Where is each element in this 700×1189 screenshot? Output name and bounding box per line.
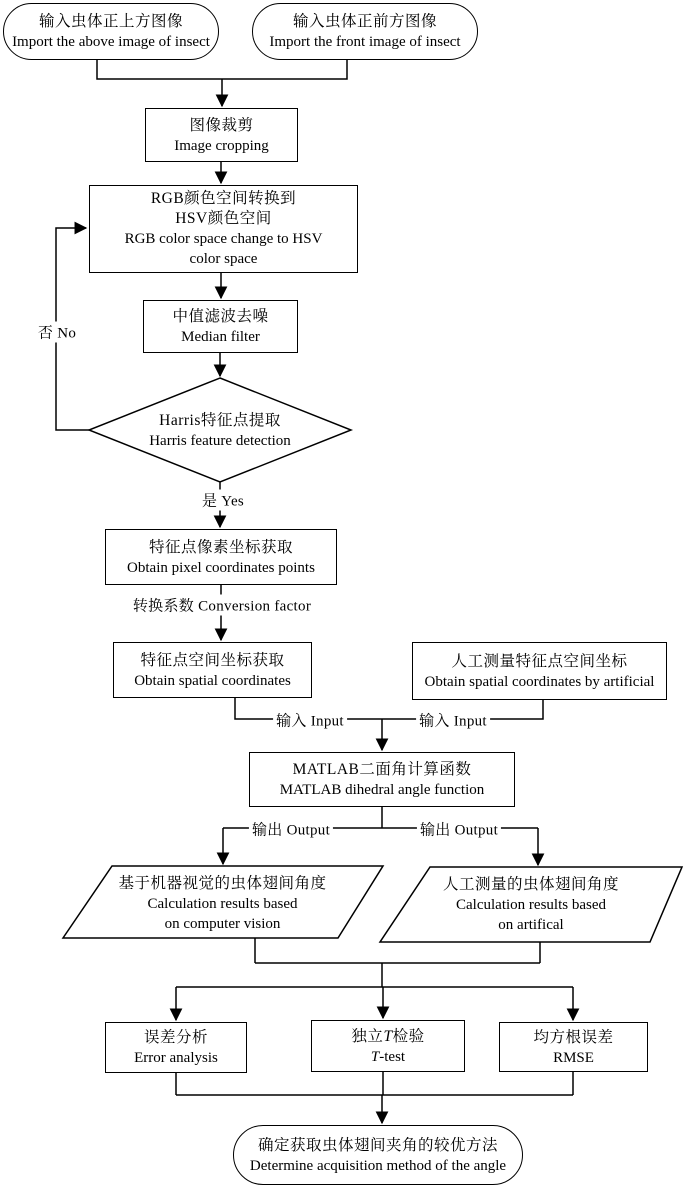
- node-result-manual-zh: 人工测量的虫体翅间角度: [442, 875, 619, 893]
- edge-top-merge: [97, 60, 347, 79]
- node-rmse-zh: 均方根误差: [533, 1028, 614, 1046]
- node-rgb-to-hsv: [89, 185, 358, 273]
- node-import-top-zh: 输入虫体正上方图像: [38, 13, 183, 30]
- node-rgb-to-hsv-en1: RGB color space change to HSV: [124, 231, 323, 247]
- node-result-manual: [398, 873, 664, 935]
- node-result-manual-en1: Calculation results based: [456, 896, 606, 913]
- node-import-front-image: [252, 3, 478, 60]
- node-t-test: [311, 1020, 465, 1072]
- node-final-en: Determine acquisition method of the angle: [249, 1157, 507, 1174]
- node-result-computer-vision: [90, 872, 355, 934]
- node-error-analysis: [105, 1022, 247, 1073]
- node-result-cv-zh: 基于机器视觉的虫体翅间角度: [118, 874, 327, 892]
- node-matlab-function: [249, 752, 515, 807]
- node-import-front-en: Import the front image of insect: [269, 34, 461, 50]
- node-median-filter-zh: 中值滤波去噪: [172, 308, 269, 325]
- node-pixel-coordinates-en: Obtain pixel coordinates points: [127, 559, 315, 576]
- node-result-manual-en2: on artifical: [498, 916, 564, 933]
- edge-label-yes: 是 Yes: [199, 490, 247, 511]
- node-pixel-coordinates-zh: 特征点像素坐标获取: [148, 538, 293, 556]
- node-image-cropping-zh: 图像裁剪: [189, 116, 254, 134]
- node-import-front-zh: 输入虫体正前方图像: [292, 13, 437, 30]
- node-median-filter-en: Median filter: [181, 329, 260, 345]
- node-image-cropping-en: Image cropping: [174, 137, 269, 154]
- node-manual-coordinates-en: Obtain spatial coordinates by artificial: [424, 673, 655, 690]
- node-error-analysis-zh: 误差分析: [143, 1029, 208, 1046]
- node-manual-coordinates-zh: 人工测量特征点空间坐标: [451, 652, 628, 670]
- node-t-test-zh: 独立T检验: [351, 1027, 425, 1045]
- node-t-test-en: T-test: [370, 1048, 406, 1065]
- node-median-filter: [143, 300, 298, 353]
- edge-label-no: 否 No: [35, 322, 79, 343]
- node-pixel-coordinates: [105, 529, 337, 585]
- node-harris-en: Harris feature detection: [149, 432, 291, 449]
- node-rgb-to-hsv-zh1: RGB颜色空间转换到: [150, 190, 297, 207]
- node-spatial-coordinates-zh: 特征点空间坐标获取: [140, 651, 285, 669]
- edge-results-merge: [176, 938, 573, 987]
- edge-label-input-right: 输入 Input: [416, 710, 490, 731]
- node-result-cv-en2: on computer vision: [164, 915, 281, 932]
- node-import-top-image: [3, 3, 219, 60]
- node-spatial-coordinates: [113, 642, 312, 698]
- node-rgb-to-hsv-en2: color space: [189, 251, 258, 267]
- node-final-method: [233, 1125, 523, 1185]
- node-manual-coordinates: [412, 642, 667, 700]
- node-harris-zh: Harris特征点提取: [159, 411, 281, 429]
- node-error-analysis-en: Error analysis: [134, 1050, 218, 1066]
- node-rmse: [499, 1022, 648, 1072]
- edge-label-input-left: 输入 Input: [273, 710, 347, 731]
- node-final-zh: 确定获取虫体翅间夹角的较优方法: [257, 1136, 498, 1154]
- node-result-cv-en1: Calculation results based: [147, 895, 298, 912]
- edge-label-output-left: 输出 Output: [249, 819, 333, 840]
- node-rmse-en: RMSE: [553, 1049, 594, 1066]
- node-spatial-coordinates-en: Obtain spatial coordinates: [134, 672, 291, 689]
- edge-tests-merge: [176, 1072, 573, 1095]
- node-import-top-en: Import the above image of insect: [12, 34, 210, 50]
- node-image-cropping: [145, 108, 298, 162]
- edge-label-conversion-factor: 转换系数 Conversion factor: [130, 595, 314, 616]
- node-rgb-to-hsv-zh2: HSV颜色空间: [175, 210, 272, 227]
- node-matlab-en: MATLAB dihedral angle function: [279, 782, 485, 798]
- node-harris-detection: [110, 405, 330, 455]
- edge-label-output-right: 输出 Output: [417, 819, 501, 840]
- node-matlab-zh: MATLAB二面角计算函数: [292, 761, 472, 778]
